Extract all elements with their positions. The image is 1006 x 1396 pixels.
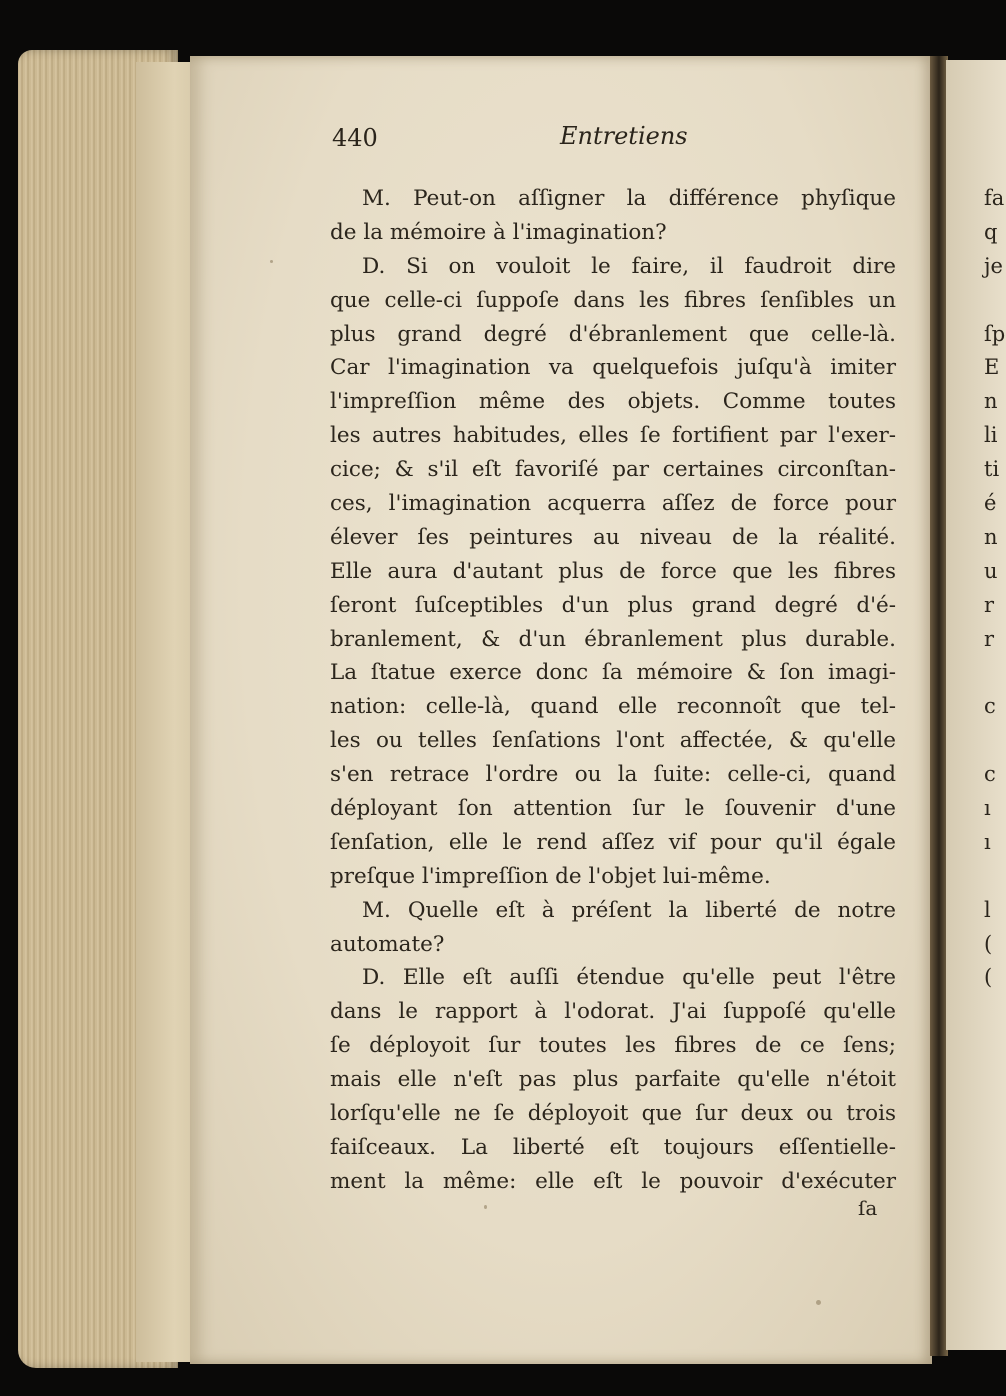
text-line: de la mémoire à l'imagination? [330, 219, 667, 245]
facing-line: c [984, 762, 996, 787]
text-line: D. Elle eſt auſſi étendue qu'elle peut l'être [362, 965, 896, 991]
facing-line: c [984, 694, 996, 719]
text-line: branlement, & d'un ébranlement plus durable. [330, 626, 896, 652]
text-line: ment la même: elle eſt le pouvoir d'exécuter [330, 1168, 896, 1194]
facing-line: l [984, 897, 991, 922]
paper-foxing-spot [270, 260, 273, 263]
text-line: que celle-ci ſuppoſe dans les fibres ſenſibles un [330, 287, 896, 313]
facing-line: ı [984, 796, 991, 821]
facing-line: fa [984, 186, 1005, 210]
text-line: lorſqu'elle ne ſe déployoit que ſur deux ou trois [330, 1101, 896, 1127]
text-line: ſeront ſuſceptibles d'un plus grand degré d'é- [330, 592, 896, 618]
facing-line: ſp [984, 321, 1006, 346]
facing-line: ı [984, 829, 991, 854]
text-line: cice; & s'il eſt favoriſé par certaines circonſtan- [330, 457, 896, 483]
text-line: D. Si on vouloit le faire, il faudroit dire [362, 253, 896, 279]
facing-line [984, 860, 1004, 894]
facing-line: E [984, 355, 1000, 380]
facing-line [984, 656, 1004, 690]
facing-line: é [984, 491, 997, 516]
facing-line [984, 724, 1004, 758]
text-line: automate? [330, 931, 445, 957]
paper-foxing-spot [816, 1300, 821, 1305]
facing-line: je [984, 253, 1003, 278]
facing-line: u [984, 558, 998, 583]
catchword: ſa [858, 1196, 878, 1220]
facing-page-text [984, 182, 1004, 995]
facing-line: r [984, 626, 995, 651]
facing-line: li [984, 423, 998, 448]
text-line: élever ſes peintures au niveau de la réalité. [330, 524, 896, 550]
facing-line: ( [984, 965, 993, 990]
text-line: La ſtatue exerce donc ſa mémoire & ſon imagi- [330, 660, 896, 686]
page-body [330, 182, 896, 1199]
facing-line: n [984, 389, 998, 414]
text-line: mais elle n'eſt pas plus parfaite qu'elle n'étoit [330, 1067, 896, 1093]
facing-line: n [984, 524, 998, 549]
text-line: ces, l'imagination acquerra aſſez de force pour [330, 491, 896, 517]
text-line: M. Peut-on aſſigner la différence phyſique [362, 186, 896, 211]
text-line: preſque l'impreſſion de l'objet lui-même. [330, 863, 771, 889]
text-line: faiſceaux. La liberté eſt toujours eſſentielle- [330, 1134, 896, 1160]
text-line: déployant ſon attention ſur le ſouvenir d'une [330, 796, 896, 822]
facing-line: r [984, 592, 995, 617]
text-line: s'en retrace l'ordre ou la ſuite: celle-ci, quand [330, 762, 896, 788]
text-line: ſenſation, elle le rend aſſez vif pour qu'il égale [330, 829, 896, 855]
text-line: nation: celle-là, quand elle reconnoît que tel- [330, 694, 896, 720]
facing-line: ti [984, 457, 1000, 482]
paper-foxing-spot [484, 1205, 487, 1209]
text-line: plus grand degré d'ébranlement que celle-là. [330, 321, 896, 347]
running-title: Entretiens [560, 122, 688, 150]
page-header [332, 120, 892, 160]
text-line: ſe déployoit ſur toutes les fibres de ce ſens; [330, 1033, 896, 1059]
text-line: M. Quelle eſt à préſent la liberté de notre [362, 897, 896, 923]
text-line: Car l'imagination va quelquefois juſqu'à imiter [330, 355, 896, 381]
page-number: 440 [332, 124, 378, 152]
facing-line [984, 284, 1004, 318]
text-line: les autres habitudes, elles ſe fortifient par l'exer- [330, 423, 896, 449]
text-line: l'impreſſion même des objets. Comme toutes [330, 389, 896, 415]
text-line: dans le rapport à l'odorat. J'ai ſuppoſé qu'elle [330, 999, 896, 1025]
text-line: les ou telles ſenſations l'ont affectée, & qu'elle [330, 728, 896, 754]
facing-line: ( [984, 931, 993, 956]
text-line: Elle aura d'autant plus de force que les fibres [330, 558, 896, 584]
facing-line: q [984, 219, 998, 244]
